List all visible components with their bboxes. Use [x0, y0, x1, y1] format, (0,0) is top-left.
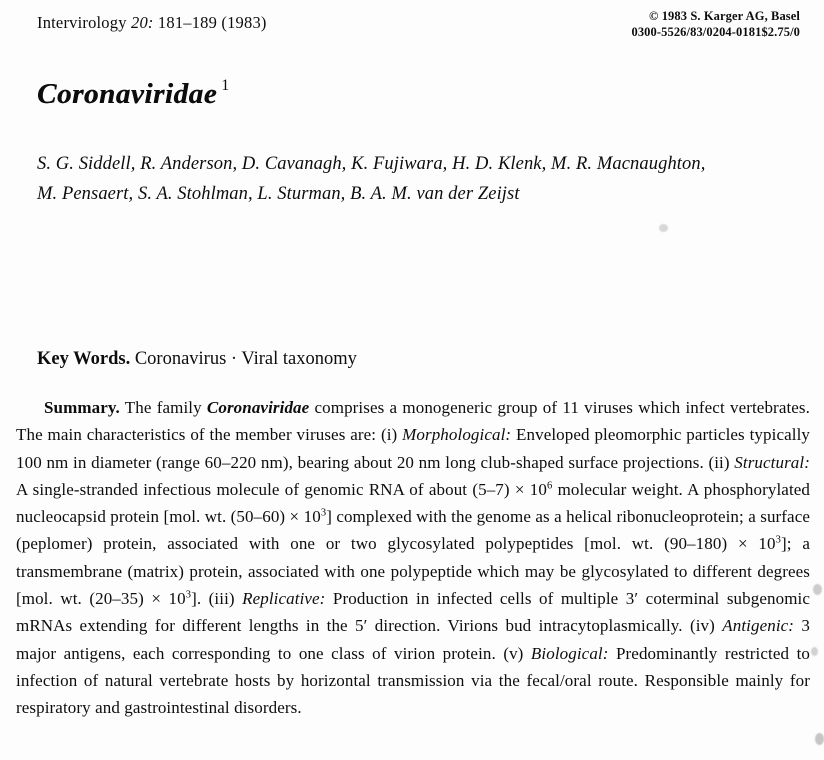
scan-artifact	[813, 584, 822, 595]
issn-price-code: 0300-5526/83/0204-0181$2.75/0	[631, 25, 800, 40]
page-header	[37, 8, 800, 41]
footnote-marker: 1	[221, 77, 230, 95]
scan-artifact	[659, 224, 668, 232]
copyright-block	[631, 8, 800, 41]
author-list	[37, 149, 784, 209]
scan-artifact	[811, 647, 818, 656]
journal-citation: Intervirology 20: 181–189 (1983)	[37, 13, 267, 32]
article-title	[37, 78, 230, 111]
article-title-text: Coronaviridae	[37, 78, 218, 110]
copyright-line: © 1983 S. Karger AG, Basel	[649, 9, 800, 23]
author-line: S. G. Siddell, R. Anderson, D. Cavanagh, K. Fujiwara, H. D. Klenk, M. R. Macnaughton,	[37, 154, 706, 174]
summary-paragraph: Summary. The family Coronaviridae comprises a monogeneric group of 11 viruses which infect vertebrates. The main characteristics of the member viruses are: (i) Morphological: Enveloped pleomorphic particles typically 100 nm in diameter (range 60–220 nm), bearing about 20 nm long club-shaped surface projections. (ii) Structural: A single-stranded infectious molecule of genomic RNA of about $(5-7) \times 10^6$ molecular weight. A phosphorylated nucleocapsid protein [mol. wt. $(50-60) \times 10^3$] complexed with the genome as a helical ribonucleoprotein; a surface (peplomer) protein, associated with one or two glycosylated polypeptides [mol. wt. $(90-180) \times 10^3$]; a transmembrane (matrix) protein, associated with one polypeptide which may be glycosylated to different degrees [mol. wt. $(20-35) \times 10^3$]. (iii) Replicative: Production in infected cells of multiple 3′ coterminal subgenomic mRNAs extending for different lengths in the 5′ direction. Virions bud intracytoplasmically. (iv) Antigenic: 3 major antigens, each corresponding to one class of virion protein. (v) Biological: Predominantly restricted to infection of natural vertebrate hosts by horizontal transmission via the fecal/oral route. Responsible mainly for respiratory and gastrointestinal disorders.	[16, 398, 811, 718]
author-line: M. Pensaert, S. A. Stohlman, L. Sturman, B. A. M. van der Zeijst	[37, 184, 520, 204]
scan-artifact	[815, 733, 824, 745]
keywords-line: Key Words. Coronavirus · Viral taxonomy	[37, 349, 357, 369]
